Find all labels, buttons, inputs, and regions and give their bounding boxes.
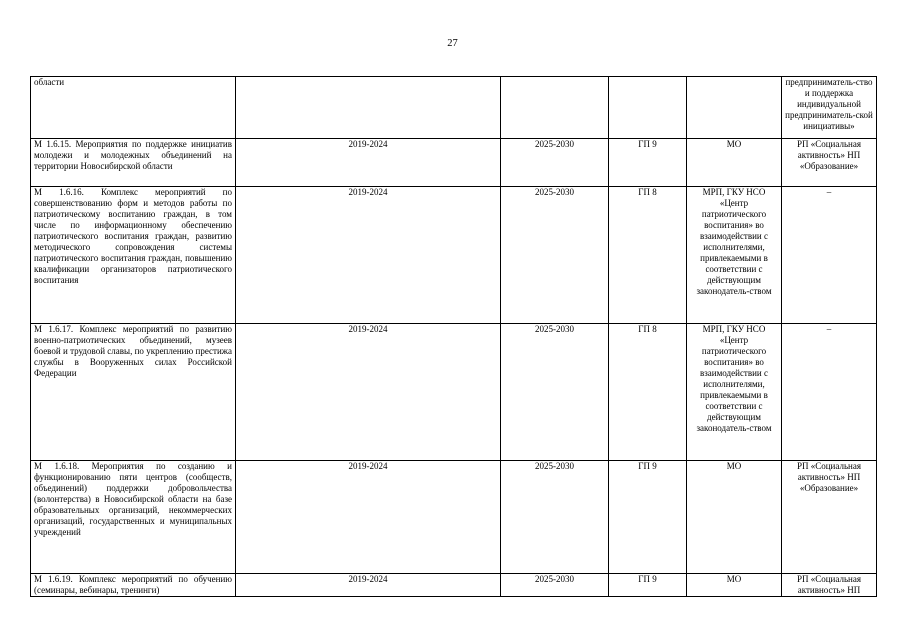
program-cell: ГП 9 — [609, 461, 687, 574]
period-cell: 2025-2030 — [501, 461, 609, 574]
project-cell: РП «Социальная активность» НП «Образование» — [782, 139, 877, 187]
project-cell: РП «Социальная активность» НП — [782, 574, 877, 597]
program-cell — [609, 77, 687, 139]
table-row — [31, 139, 877, 187]
executor-cell: МО — [687, 461, 782, 574]
program-cell: ГП 8 — [609, 187, 687, 324]
period-cell — [236, 77, 501, 139]
measure-cell: М 1.6.15. Мероприятия по поддержке инициатив молодежи и молодежных объединений на территории Новосибирской области — [31, 139, 236, 187]
project-cell: – — [782, 187, 877, 324]
measure-cell: М 1.6.19. Комплекс мероприятий по обучению (семинары, вебинары, тренинги) — [31, 574, 236, 597]
period-cell: 2019-2024 — [236, 461, 501, 574]
period-cell — [501, 77, 609, 139]
table-row — [31, 77, 877, 139]
executor-cell: МО — [687, 139, 782, 187]
executor-cell: МРП, ГКУ НСО «Центр патриотического воспитания» во взаимодействии с исполнителями, привлекаемыми в соответствии с действующим законодатель-ством — [687, 187, 782, 324]
executor-cell: МО — [687, 574, 782, 597]
table-row — [31, 324, 877, 461]
period-cell: 2025-2030 — [501, 187, 609, 324]
period-cell: 2025-2030 — [501, 574, 609, 597]
program-cell: ГП 8 — [609, 324, 687, 461]
measures-table — [30, 76, 877, 597]
table-row — [31, 187, 877, 324]
period-cell: 2019-2024 — [236, 187, 501, 324]
page-number: 27 — [447, 38, 458, 49]
program-cell: ГП 9 — [609, 139, 687, 187]
measure-cell: М 1.6.18. Мероприятия по созданию и функционированию пяти центров (сообществ, объединений) поддержки добровольчества (волонтерства) в Новосибирской области на базе образовательных организаций, некоммерческих организаций, государственных и муниципальных учреждений — [31, 461, 236, 574]
measure-cell: области — [31, 77, 236, 139]
period-cell: 2019-2024 — [236, 574, 501, 597]
table-row — [31, 461, 877, 574]
executor-cell — [687, 77, 782, 139]
period-cell: 2019-2024 — [236, 324, 501, 461]
project-cell: – — [782, 324, 877, 461]
project-cell: предприниматель-ство и поддержка индивидуальной предприниматель-ской инициативы» — [782, 77, 877, 139]
measure-cell: М 1.6.17. Комплекс мероприятий по развитию военно-патриотических объединений, музеев боевой и трудовой славы, по укреплению престижа службы в Вооруженных силах Российской Федерации — [31, 324, 236, 461]
period-cell: 2025-2030 — [501, 324, 609, 461]
period-cell: 2019-2024 — [236, 139, 501, 187]
table-row — [31, 574, 877, 597]
program-cell: ГП 9 — [609, 574, 687, 597]
measure-cell: М 1.6.16. Комплекс мероприятий по совершенствованию форм и методов работы по патриотическому воспитанию граждан, в том числе по информационному обеспечению патриотического воспитания граждан, развитию методического сопровождения системы патриотического воспитания граждан, повышению квалификации организаторов патриотического воспитания — [31, 187, 236, 324]
period-cell: 2025-2030 — [501, 139, 609, 187]
project-cell: РП «Социальная активность» НП «Образование» — [782, 461, 877, 574]
executor-cell: МРП, ГКУ НСО «Центр патриотического воспитания» во взаимодействии с исполнителями, привлекаемыми в соответствии с действующим законодатель-ством — [687, 324, 782, 461]
